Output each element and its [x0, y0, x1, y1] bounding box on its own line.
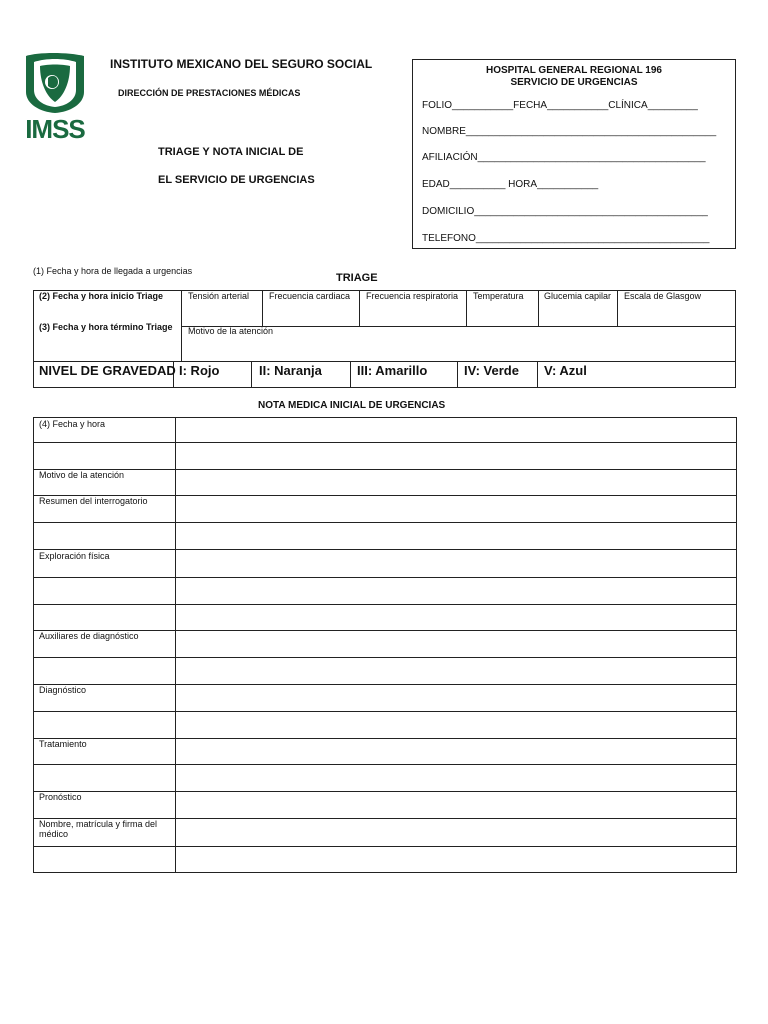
telefono-field[interactable]: TELEFONO__________________________________________	[422, 233, 710, 244]
severity-level-azul[interactable]: V: Azul	[544, 363, 587, 378]
triage-start-label: (2) Fecha y hora inicio Triage	[39, 291, 164, 301]
triage-reason-label: Motivo de la atención	[188, 326, 274, 336]
triage-end-label: (3) Fecha y hora término Triage	[39, 322, 173, 332]
form-title-line2: EL SERVICIO DE URGENCIAS	[158, 174, 315, 186]
arrival-label: (1) Fecha y hora de llegada a urgencias	[33, 266, 193, 276]
triage-title: TRIAGE	[336, 272, 378, 284]
institution-name: INSTITUTO MEXICANO DEL SEGURO SOCIAL	[110, 57, 373, 71]
nota-row-diagnostico: Diagnóstico	[39, 685, 87, 695]
vital-glucemia-capilar: Glucemia capilar	[544, 291, 612, 301]
vital-frecuencia-cardiaca: Frecuencia cardiaca	[269, 291, 351, 301]
nota-table	[33, 417, 737, 873]
direction-name: DIRECCIÓN DE PRESTACIONES MÉDICAS	[118, 88, 301, 98]
vital-frecuencia-respiratoria: Frecuencia respiratoria	[366, 291, 459, 301]
nota-row-resumen: Resumen del interrogatorio	[39, 496, 148, 506]
vital-tension-arterial: Tensión arterial	[188, 291, 250, 301]
imss-logo	[18, 52, 92, 144]
nota-row-exploracion: Exploración física	[39, 551, 110, 561]
vital-temperatura: Temperatura	[473, 291, 524, 301]
afiliacion-field[interactable]: AFILIACIÓN_________________________________________	[422, 152, 706, 163]
severity-label: NIVEL DE GRAVEDAD	[39, 363, 176, 378]
nota-row-auxiliares: Auxiliares de diagnóstico	[39, 631, 139, 641]
imss-eagle-emblem-icon	[18, 52, 92, 114]
service-name: SERVICIO DE URGENCIAS	[510, 77, 638, 88]
form-title-line1: TRIAGE Y NOTA INICIAL DE	[158, 146, 304, 158]
severity-level-verde[interactable]: IV: Verde	[464, 363, 519, 378]
nota-title: NOTA MEDICA INICIAL DE URGENCIAS	[258, 400, 446, 411]
nota-row-tratamiento: Tratamiento	[39, 739, 87, 749]
nombre-field[interactable]: NOMBRE_____________________________________________	[422, 126, 717, 137]
nota-row-firma-medico: Nombre, matrícula y firma del médico	[39, 819, 158, 839]
severity-level-naranja[interactable]: II: Naranja	[259, 363, 322, 378]
logo-text: IMSS	[25, 114, 85, 144]
nota-row-pronostico: Pronóstico	[39, 792, 82, 802]
hospital-name: HOSPITAL GENERAL REGIONAL 196	[486, 65, 662, 76]
domicilio-field[interactable]: DOMICILIO__________________________________________	[422, 206, 708, 217]
folio-field[interactable]: FOLIO___________FECHA___________CLÍNICA_________	[422, 100, 698, 111]
edad-hora-field[interactable]: EDAD__________ HORA___________	[422, 179, 599, 190]
nota-row-motivo: Motivo de la atención	[39, 470, 125, 480]
vital-escala-glasgow: Escala de Glasgow	[624, 291, 702, 301]
triage-table	[33, 290, 736, 388]
nota-row-fecha-hora: (4) Fecha y hora	[39, 419, 106, 429]
severity-level-amarillo[interactable]: III: Amarillo	[357, 363, 428, 378]
severity-level-rojo[interactable]: I: Rojo	[179, 363, 220, 378]
patient-info-box	[412, 59, 736, 249]
